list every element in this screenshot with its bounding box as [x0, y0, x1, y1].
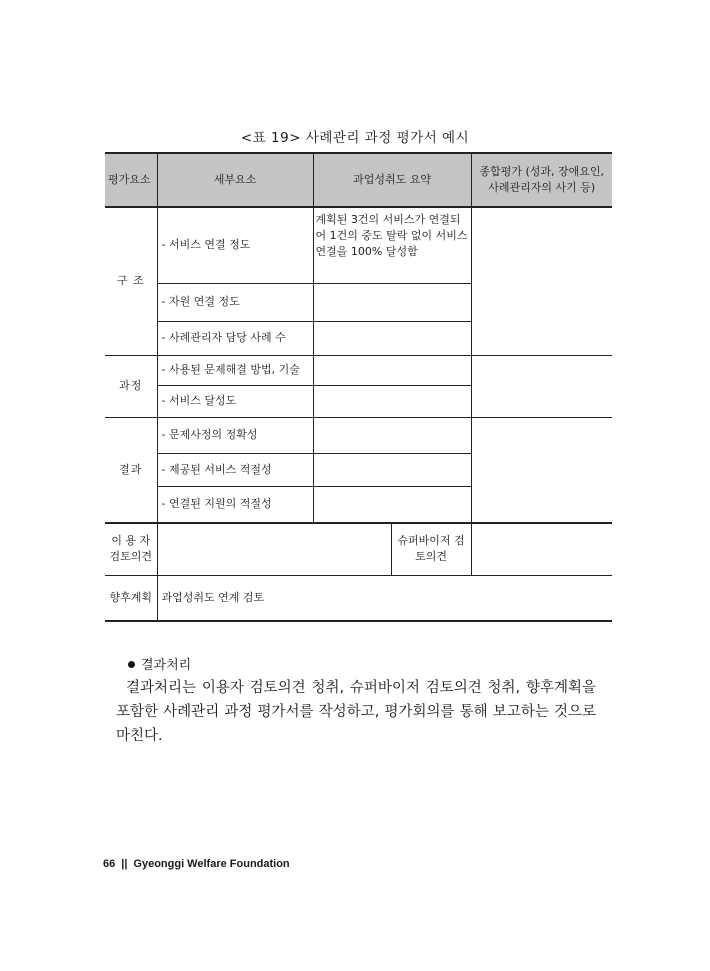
table-caption: <표 19> 사례관리 과정 평가서 예시	[240, 130, 470, 146]
header-summary: 과업성취도 요약	[313, 153, 471, 207]
body-paragraph: 결과처리는 이용자 검토의견 청취, 슈퍼바이저 검토의견 청취, 향후계획을 포함한 사례관리 과정 평가서를 작성하고, 평가회의를 통해 보고하는 것으로 마친다.	[116, 680, 596, 744]
table-row-review	[105, 523, 612, 575]
future-plan-label: 향후계획	[105, 575, 157, 621]
group-label-structure: 구 조	[105, 207, 157, 355]
footer-separator: ||	[121, 858, 128, 870]
bullet-text: 결과처리	[141, 658, 192, 673]
sub-element-cell: - 사용된 문제해결 방법, 기술	[157, 355, 313, 385]
sub-element-cell: - 연결된 지원의 적절성	[157, 486, 313, 523]
table-row	[105, 207, 612, 283]
future-plan-value: 과업성취도 연계 검토	[157, 575, 612, 621]
bullet-heading	[128, 654, 191, 673]
sub-element-cell: - 자원 연결 정도	[157, 283, 313, 321]
footer-org: Gyeonggi Welfare Foundation	[133, 858, 290, 870]
table-row-future-plan	[105, 575, 612, 621]
supervisor-review-label: 슈퍼바이저 검토의견	[391, 523, 471, 575]
page-number: 66	[103, 858, 116, 870]
sub-element-cell: - 제공된 서비스 적절성	[157, 453, 313, 486]
user-review-label: 이 용 자 검토의견	[105, 523, 157, 575]
evaluation-table	[105, 152, 612, 622]
group-label-process: 과정	[105, 355, 157, 417]
overall-cell	[471, 355, 612, 417]
summary-cell	[313, 486, 471, 523]
header-element: 평가요소	[105, 153, 157, 207]
summary-cell	[313, 283, 471, 321]
header-overall: 종합평가 (성과, 장애요인, 사례관리자의 사기 등)	[471, 153, 612, 207]
sub-element-cell: - 사례관리자 담당 사례 수	[157, 321, 313, 355]
summary-cell	[313, 453, 471, 486]
page-footer	[103, 858, 290, 870]
summary-cell: 계획된 3건의 서비스가 연결되어 1건의 중도 탈락 없이 서비스 연결을 100% 달성함	[313, 207, 471, 283]
group-label-result: 결과	[105, 417, 157, 523]
summary-cell	[313, 417, 471, 453]
table-row	[105, 355, 612, 385]
summary-cell	[313, 355, 471, 385]
table-header-row	[105, 153, 612, 207]
table-row	[105, 417, 612, 453]
sub-element-cell: - 문제사정의 정확성	[157, 417, 313, 453]
summary-cell	[313, 321, 471, 355]
summary-cell	[313, 385, 471, 417]
header-sub-element: 세부요소	[157, 153, 313, 207]
bullet-dot-icon	[128, 661, 135, 668]
supervisor-review-value	[471, 523, 612, 575]
overall-cell	[471, 207, 612, 355]
user-review-value	[157, 523, 391, 575]
sub-element-cell: - 서비스 달성도	[157, 385, 313, 417]
overall-cell	[471, 417, 612, 523]
sub-element-cell: - 서비스 연결 정도	[157, 207, 313, 283]
